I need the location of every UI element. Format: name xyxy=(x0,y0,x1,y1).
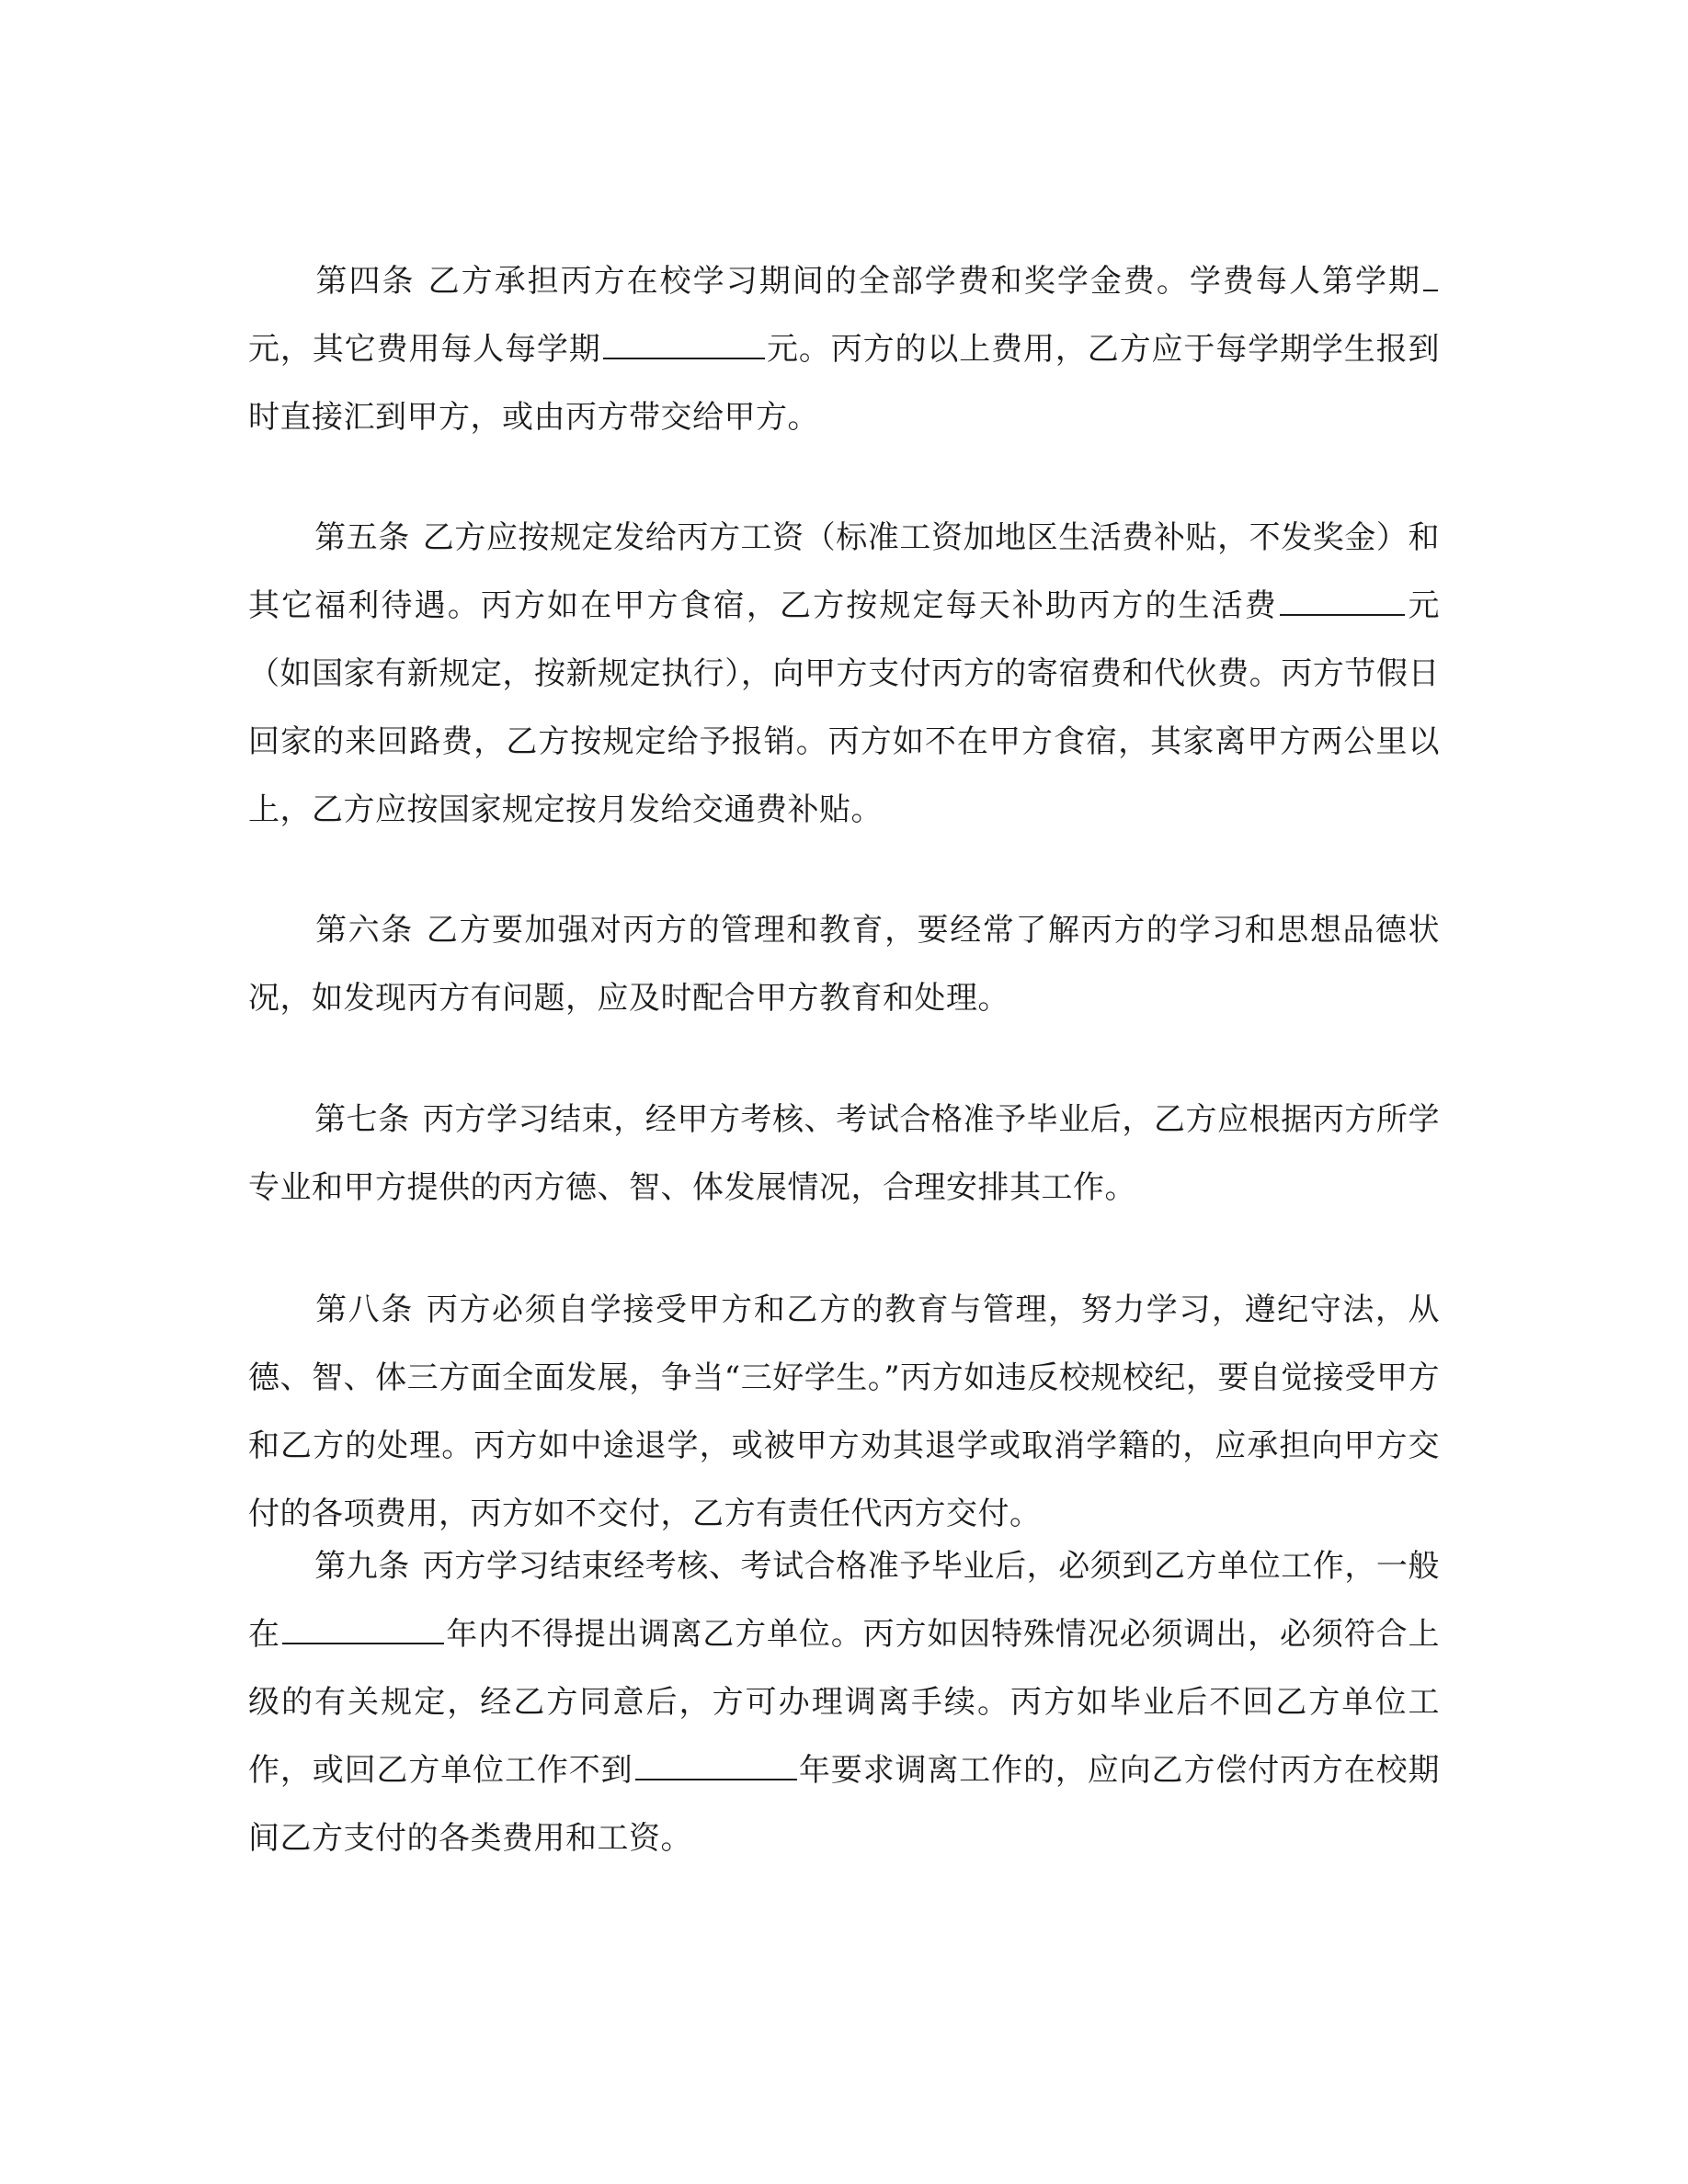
article-7 xyxy=(248,1086,1440,1222)
fill-blank xyxy=(282,1615,444,1644)
article-text: 丙方学习结束，经甲方考核、考试合格准予毕业后，乙方应根据丙方所学专业和甲方提供的丙方德、智、体发展情况，合理安排其工作。 xyxy=(248,1101,1441,1206)
article-text: 元。丙方的以上费用，乙方应于每学期学生报到时直接汇到甲方，或由丙方带交给甲方。 xyxy=(248,331,1440,436)
fill-blank xyxy=(635,1751,797,1780)
article-6 xyxy=(248,896,1440,1032)
article-8 xyxy=(248,1276,1440,1548)
article-text: 年要求调离工作的，应向乙方偿付丙方在校期间乙方支付的各类费用和工资。 xyxy=(248,1752,1440,1857)
article-text: 乙方要加强对丙方的管理和教育，要经常了解丙方的学习和思想品德状况，如发现丙方有问题，应及时配合甲方教育和处理。 xyxy=(248,912,1441,1017)
article-label: 第八条 xyxy=(314,1291,414,1328)
article-text: 乙方应按规定发给丙方工资（标准工资加地区生活费补贴，不发奖金）和其它福利待遇。丙方如在甲方食宿，乙方按规定每天补助丙方的生活费 xyxy=(248,519,1441,624)
fill-blank xyxy=(603,330,765,359)
fill-blank xyxy=(1423,262,1438,291)
article-text: 年内不得提出调离乙方单位。丙方如因特殊情况必须调出，必须符合上级的有关规定，经乙方同意后，方可办理调离手续。丙方如毕业后不回乙方单位工作，或回乙方单位工作不到 xyxy=(248,1616,1440,1789)
article-5 xyxy=(248,504,1440,844)
article-4 xyxy=(248,247,1440,451)
article-text: 元（如国家有新规定，按新规定执行），向甲方支付丙方的寄宿费和代伙费。丙方节假日回家的来回路费，乙方按规定给予报销。丙方如不在甲方食宿，其家离甲方两公里以上，乙方应按国家规定按月发给交通费补贴。 xyxy=(248,587,1440,828)
article-text: 丙方学习结束经考核、考试合格准予毕业后，必须到乙方单位工作，一般在 xyxy=(248,1548,1441,1653)
fill-blank xyxy=(1280,586,1405,616)
article-9 xyxy=(248,1532,1440,1872)
article-label: 第四条 xyxy=(314,263,416,300)
article-text: 元，其它费用每人每学期 xyxy=(248,331,601,368)
article-label: 第六条 xyxy=(314,912,414,949)
article-label: 第九条 xyxy=(314,1548,410,1585)
article-text: 丙方必须自学接受甲方和乙方的教育与管理，努力学习，遵纪守法，从德、智、体三方面全面发展，争当“三好学生。”丙方如违反校规校纪，要自觉接受甲方和乙方的处理。丙方如中途退学，或被甲方劝其退学或取消学籍的，应承担向甲方交付的各项费用，丙方如不交付，乙方有责任代丙方交付。 xyxy=(248,1291,1441,1532)
article-label: 第七条 xyxy=(314,1101,410,1138)
article-label: 第五条 xyxy=(314,519,410,556)
article-text: 乙方承担丙方在校学习期间的全部学费和奖学金费。学费每人第学期 xyxy=(428,263,1422,300)
